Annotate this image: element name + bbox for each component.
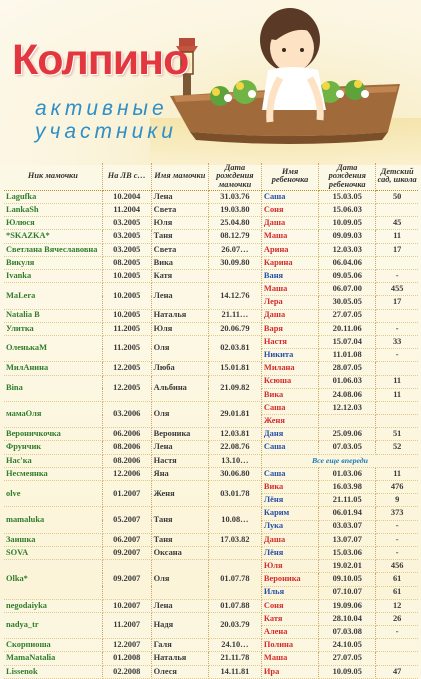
table-body	[4, 190, 418, 678]
nick-cell: Светлана Вячеславовна	[4, 243, 102, 256]
kid-date-cell: 15.06.03	[319, 204, 376, 217]
table-row	[4, 243, 418, 256]
mom-name-cell: Надя	[151, 612, 208, 638]
kid-name-cell: Маша	[261, 283, 318, 296]
kid-date-cell: 25.09.06	[319, 428, 376, 441]
lv-cell: 08.2006	[102, 441, 151, 454]
kid-date-cell: 06.04.06	[319, 256, 376, 269]
nick-cell: Фрунчик	[4, 441, 102, 454]
garden-cell: 9	[376, 494, 418, 507]
garden-cell	[376, 204, 418, 217]
kid-name-cell: Вика	[261, 481, 318, 494]
lv-cell: 10.2007	[102, 599, 151, 612]
nick-cell: negodaiyka	[4, 599, 102, 612]
table-row	[4, 283, 418, 296]
lv-cell: 12.2006	[102, 467, 151, 480]
garden-cell	[376, 362, 418, 375]
nick-cell: mamaluka	[4, 507, 102, 533]
table-row	[4, 507, 418, 520]
mom-date-cell: 14.12.76	[208, 283, 261, 309]
kid-date-cell: 30.05.05	[319, 296, 376, 309]
kid-name-cell: Полина	[261, 639, 318, 652]
garden-cell	[376, 256, 418, 269]
mom-name-cell: Настя	[151, 454, 208, 467]
lv-cell: 01.2007	[102, 481, 151, 507]
table-row	[4, 599, 418, 612]
mom-name-cell: Катя	[151, 270, 208, 283]
kid-name-cell: Лёня	[261, 494, 318, 507]
kid-date-cell: 19.02.01	[319, 560, 376, 573]
lv-cell: 11.2007	[102, 612, 151, 638]
garden-cell: 33	[376, 335, 418, 348]
boat-illustration	[150, 0, 421, 165]
mom-date-cell: 20.06.79	[208, 322, 261, 335]
kid-name-cell: Лука	[261, 520, 318, 533]
kid-name-cell: Даня	[261, 428, 318, 441]
members-table	[4, 163, 418, 679]
mom-name-cell: Люба	[151, 362, 208, 375]
kid-name-cell: Женя	[261, 415, 318, 428]
mom-date-cell: 25.04.80	[208, 217, 261, 230]
header-kid-date: Дата рождения ребеночка	[319, 163, 376, 190]
lv-cell: 11.2004	[102, 204, 151, 217]
garden-cell: 476	[376, 481, 418, 494]
lv-cell: 10.2004	[102, 190, 151, 203]
table-row	[4, 546, 418, 559]
garden-cell: -	[376, 349, 418, 362]
kid-name-cell: Лёня	[261, 546, 318, 559]
kid-date-cell: 12.03.03	[319, 243, 376, 256]
mom-name-cell: Женя	[151, 481, 208, 507]
garden-cell: 61	[376, 573, 418, 586]
kid-date-cell: 06.01.94	[319, 507, 376, 520]
header-mom-date: Дата рождения мамочки	[208, 163, 261, 190]
garden-cell: 11	[376, 467, 418, 480]
kid-date-cell: 15.03.06	[319, 546, 376, 559]
mom-date-cell: 02.03.81	[208, 335, 261, 361]
kid-date-cell: 16.03.98	[319, 481, 376, 494]
lv-cell: 10.2005	[102, 283, 151, 309]
mom-date-cell: 12.03.81	[208, 428, 261, 441]
kid-name-cell: Илья	[261, 586, 318, 599]
table-row	[4, 375, 418, 388]
table-row	[4, 428, 418, 441]
mom-name-cell: Света	[151, 243, 208, 256]
lv-cell: 09.2007	[102, 560, 151, 600]
kid-date-cell: 15.03.05	[319, 190, 376, 203]
mom-date-cell: 30.06.80	[208, 467, 261, 480]
nick-cell: Юлюся	[4, 217, 102, 230]
mom-name-cell: Лена	[151, 599, 208, 612]
garden-cell: 50	[376, 190, 418, 203]
kid-name-cell: Юля	[261, 560, 318, 573]
table-row	[4, 270, 418, 283]
lv-cell: 11.2005	[102, 335, 151, 361]
mom-name-cell: Таня	[151, 230, 208, 243]
mom-date-cell: 08.12.79	[208, 230, 261, 243]
kid-date-cell: 07.03.08	[319, 626, 376, 639]
kid-name-cell: Саша	[261, 190, 318, 203]
mom-name-cell: Олеся	[151, 665, 208, 678]
nick-cell: Lagufka	[4, 190, 102, 203]
mom-date-cell: 03.01.78	[208, 481, 261, 507]
nick-cell: *SKAZKA*	[4, 230, 102, 243]
garden-cell: 11	[376, 388, 418, 401]
mom-name-cell: Оля	[151, 560, 208, 600]
table-row	[4, 256, 418, 269]
nick-cell: nadya_tr	[4, 612, 102, 638]
kid-date-cell: 13.07.07	[319, 533, 376, 546]
lv-cell: 06.2007	[102, 533, 151, 546]
kid-date-cell: 10.09.05	[319, 217, 376, 230]
kid-name-cell: Маша	[261, 230, 318, 243]
mom-date-cell: 29.01.81	[208, 401, 261, 427]
garden-cell: -	[376, 626, 418, 639]
mom-name-cell: Наталья	[151, 652, 208, 665]
kid-date-cell: 01.06.03	[319, 375, 376, 388]
header-garden: Детский сад, школа	[376, 163, 418, 190]
nick-cell: мамаОля	[4, 401, 102, 427]
garden-cell: 47	[376, 665, 418, 678]
garden-cell: 52	[376, 441, 418, 454]
mom-name-cell: Вероника	[151, 428, 208, 441]
kid-date-cell: 11.01.08	[319, 349, 376, 362]
mom-date-cell: 19.03.80	[208, 204, 261, 217]
kid-name-cell: Даша	[261, 217, 318, 230]
garden-cell: 12	[376, 599, 418, 612]
nick-cell: Bina	[4, 375, 102, 401]
table-row	[4, 639, 418, 652]
mom-name-cell: Оля	[151, 401, 208, 427]
header-lv: На ЛВ с…	[102, 163, 151, 190]
mom-date-cell: 01.07.88	[208, 599, 261, 612]
lv-cell: 06.2006	[102, 428, 151, 441]
lv-cell: 03.2005	[102, 230, 151, 243]
girl-illustration	[260, 8, 326, 122]
lv-cell: 12.2007	[102, 639, 151, 652]
lv-cell: 10.2005	[102, 309, 151, 322]
table-row	[4, 401, 418, 414]
header-illustration	[0, 0, 421, 165]
garden-cell: -	[376, 533, 418, 546]
kid-date-cell: 24.10.05	[319, 639, 376, 652]
page-title: Колпино	[12, 36, 189, 84]
mom-name-cell: Оксана	[151, 546, 208, 559]
kid-name-cell: Варя	[261, 322, 318, 335]
table-row	[4, 481, 418, 494]
kid-name-cell: Никита	[261, 349, 318, 362]
table-row	[4, 230, 418, 243]
kid-name-cell: Ира	[261, 665, 318, 678]
table-row	[4, 335, 418, 348]
kid-date-cell	[319, 415, 376, 428]
mom-name-cell: Лена	[151, 190, 208, 203]
garden-cell	[376, 652, 418, 665]
nick-cell: Olka*	[4, 560, 102, 600]
kid-name-cell: Маша	[261, 652, 318, 665]
nick-cell: Заишка	[4, 533, 102, 546]
kid-date-cell: 07.03.05	[319, 441, 376, 454]
lv-cell: 03.2005	[102, 243, 151, 256]
mom-name-cell: Юля	[151, 322, 208, 335]
nick-cell: Скорпиоша	[4, 639, 102, 652]
garden-cell: 45	[376, 217, 418, 230]
garden-cell	[376, 309, 418, 322]
kid-name-cell: Соня	[261, 599, 318, 612]
table-row	[4, 612, 418, 625]
table-row	[4, 665, 418, 678]
nick-cell: olve	[4, 481, 102, 507]
garden-cell: 26	[376, 612, 418, 625]
garden-cell	[376, 401, 418, 414]
lv-cell: 03.2006	[102, 401, 151, 427]
mom-date-cell	[208, 546, 261, 559]
nick-cell: MaLera	[4, 283, 102, 309]
mom-name-cell: Таня	[151, 533, 208, 546]
lv-cell: 08.2005	[102, 256, 151, 269]
page-subtitle-line-2: участники	[35, 120, 177, 143]
header-kid-name: Имя ребеночка	[261, 163, 318, 190]
nick-cell: Несмеянка	[4, 467, 102, 480]
mom-date-cell: 20.03.79	[208, 612, 261, 638]
garden-cell: 61	[376, 586, 418, 599]
mom-date-cell: 26.07…	[208, 243, 261, 256]
kid-date-cell: 27.07.05	[319, 652, 376, 665]
kid-date-cell: 21.11.05	[319, 494, 376, 507]
mom-date-cell: 14.11.81	[208, 665, 261, 678]
kid-name-cell: Саша	[261, 467, 318, 480]
mom-date-cell: 01.07.78	[208, 560, 261, 600]
header-nick: Ник мамочки	[4, 163, 102, 190]
garden-cell	[376, 639, 418, 652]
mom-date-cell: 13.10…	[208, 454, 261, 467]
kid-name-cell: Алена	[261, 626, 318, 639]
kid-name-cell: Саша	[261, 441, 318, 454]
kid-name-cell: Ксюша	[261, 375, 318, 388]
kid-name-cell: Милана	[261, 362, 318, 375]
garden-cell: 17	[376, 243, 418, 256]
mom-date-cell: 21.11…	[208, 309, 261, 322]
table-row	[4, 362, 418, 375]
kid-name-cell: Соня	[261, 204, 318, 217]
garden-cell: 373	[376, 507, 418, 520]
kid-date-cell: 09.09.03	[319, 230, 376, 243]
kid-name-cell: Карина	[261, 256, 318, 269]
kid-name-cell: Даша	[261, 309, 318, 322]
garden-cell	[376, 415, 418, 428]
kid-name-cell: Даша	[261, 533, 318, 546]
nick-cell: Нас'ка	[4, 454, 102, 467]
nick-cell: Ivanka	[4, 270, 102, 283]
table-row	[4, 652, 418, 665]
kid-date-cell: 28.10.04	[319, 612, 376, 625]
kid-date-cell: 15.07.04	[319, 335, 376, 348]
note-cell: Все еще впереди	[261, 454, 418, 467]
kid-date-cell: 12.12.03	[319, 401, 376, 414]
table-row	[4, 217, 418, 230]
garden-cell: 455	[376, 283, 418, 296]
mom-date-cell: 30.09.80	[208, 256, 261, 269]
kid-name-cell: Вероника	[261, 573, 318, 586]
kid-name-cell: Арина	[261, 243, 318, 256]
garden-cell: 11	[376, 230, 418, 243]
kid-date-cell: 06.07.00	[319, 283, 376, 296]
kid-date-cell: 20.11.06	[319, 322, 376, 335]
kid-date-cell: 09.05.06	[319, 270, 376, 283]
garden-cell: 51	[376, 428, 418, 441]
mom-name-cell: Лена	[151, 283, 208, 309]
mom-name-cell: Юля	[151, 217, 208, 230]
kid-date-cell: 24.08.06	[319, 388, 376, 401]
kid-name-cell: Катя	[261, 612, 318, 625]
mom-date-cell: 22.08.76	[208, 441, 261, 454]
mom-date-cell: 15.01.81	[208, 362, 261, 375]
mom-date-cell	[208, 270, 261, 283]
table-row	[4, 467, 418, 480]
kid-date-cell: 03.03.07	[319, 520, 376, 533]
table-row	[4, 441, 418, 454]
mom-name-cell: Вика	[151, 256, 208, 269]
lv-cell: 08.2006	[102, 454, 151, 467]
mom-name-cell: Оля	[151, 335, 208, 361]
kid-name-cell: Вика	[261, 388, 318, 401]
garden-cell: -	[376, 270, 418, 283]
lv-cell: 11.2005	[102, 322, 151, 335]
mom-date-cell: 31.03.76	[208, 190, 261, 203]
lv-cell: 01.2008	[102, 652, 151, 665]
nick-cell: Lissenok	[4, 665, 102, 678]
table-row	[4, 204, 418, 217]
table-row	[4, 190, 418, 203]
table-row	[4, 454, 418, 467]
kid-date-cell: 19.09.06	[319, 599, 376, 612]
garden-cell: 11	[376, 375, 418, 388]
garden-cell: -	[376, 546, 418, 559]
mom-name-cell: Наталья	[151, 309, 208, 322]
kid-name-cell: Ваня	[261, 270, 318, 283]
nick-cell: Вероничкочка	[4, 428, 102, 441]
mom-date-cell: 24.10…	[208, 639, 261, 652]
table-row	[4, 309, 418, 322]
kid-name-cell: Лера	[261, 296, 318, 309]
kid-name-cell: Саша	[261, 401, 318, 414]
mom-name-cell: Альбина	[151, 375, 208, 401]
garden-cell: 17	[376, 296, 418, 309]
mom-name-cell: Лена	[151, 441, 208, 454]
nick-cell: ОленькаМ	[4, 335, 102, 361]
kid-date-cell: 28.07.05	[319, 362, 376, 375]
kid-date-cell: 10.09.05	[319, 665, 376, 678]
nick-cell: LankaSh	[4, 204, 102, 217]
nick-cell: MamaNatalia	[4, 652, 102, 665]
nick-cell: SOVA	[4, 546, 102, 559]
lv-cell: 12.2005	[102, 375, 151, 401]
kid-name-cell: Карим	[261, 507, 318, 520]
mom-date-cell: 21.11.78	[208, 652, 261, 665]
lv-cell: 12.2005	[102, 362, 151, 375]
kid-date-cell: 07.10.07	[319, 586, 376, 599]
nick-cell: МилАнина	[4, 362, 102, 375]
kid-name-cell: Настя	[261, 335, 318, 348]
mom-date-cell: 17.03.82	[208, 533, 261, 546]
kid-date-cell: 01.03.06	[319, 467, 376, 480]
header-mom-name: Имя мамочки	[151, 163, 208, 190]
mom-date-cell: 21.09.82	[208, 375, 261, 401]
page-subtitle-line-1: активные	[35, 97, 168, 120]
lv-cell: 03.2005	[102, 217, 151, 230]
lv-cell: 10.2005	[102, 270, 151, 283]
lv-cell: 02.2008	[102, 665, 151, 678]
garden-cell: -	[376, 322, 418, 335]
mom-name-cell: Галя	[151, 639, 208, 652]
lv-cell: 05.2007	[102, 507, 151, 533]
table-row	[4, 560, 418, 573]
garden-cell: 456	[376, 560, 418, 573]
kid-date-cell: 27.07.05	[319, 309, 376, 322]
table-row	[4, 533, 418, 546]
nick-cell: Natalia B	[4, 309, 102, 322]
mom-name-cell: Света	[151, 204, 208, 217]
kid-date-cell: 09.10.05	[319, 573, 376, 586]
nick-cell: Улитка	[4, 322, 102, 335]
table-row	[4, 322, 418, 335]
mom-name-cell: Таня	[151, 507, 208, 533]
garden-cell: -	[376, 520, 418, 533]
lv-cell: 09.2007	[102, 546, 151, 559]
table-header-row	[4, 163, 418, 190]
nick-cell: Викуля	[4, 256, 102, 269]
mom-date-cell: 10.08…	[208, 507, 261, 533]
mom-name-cell: Яна	[151, 467, 208, 480]
